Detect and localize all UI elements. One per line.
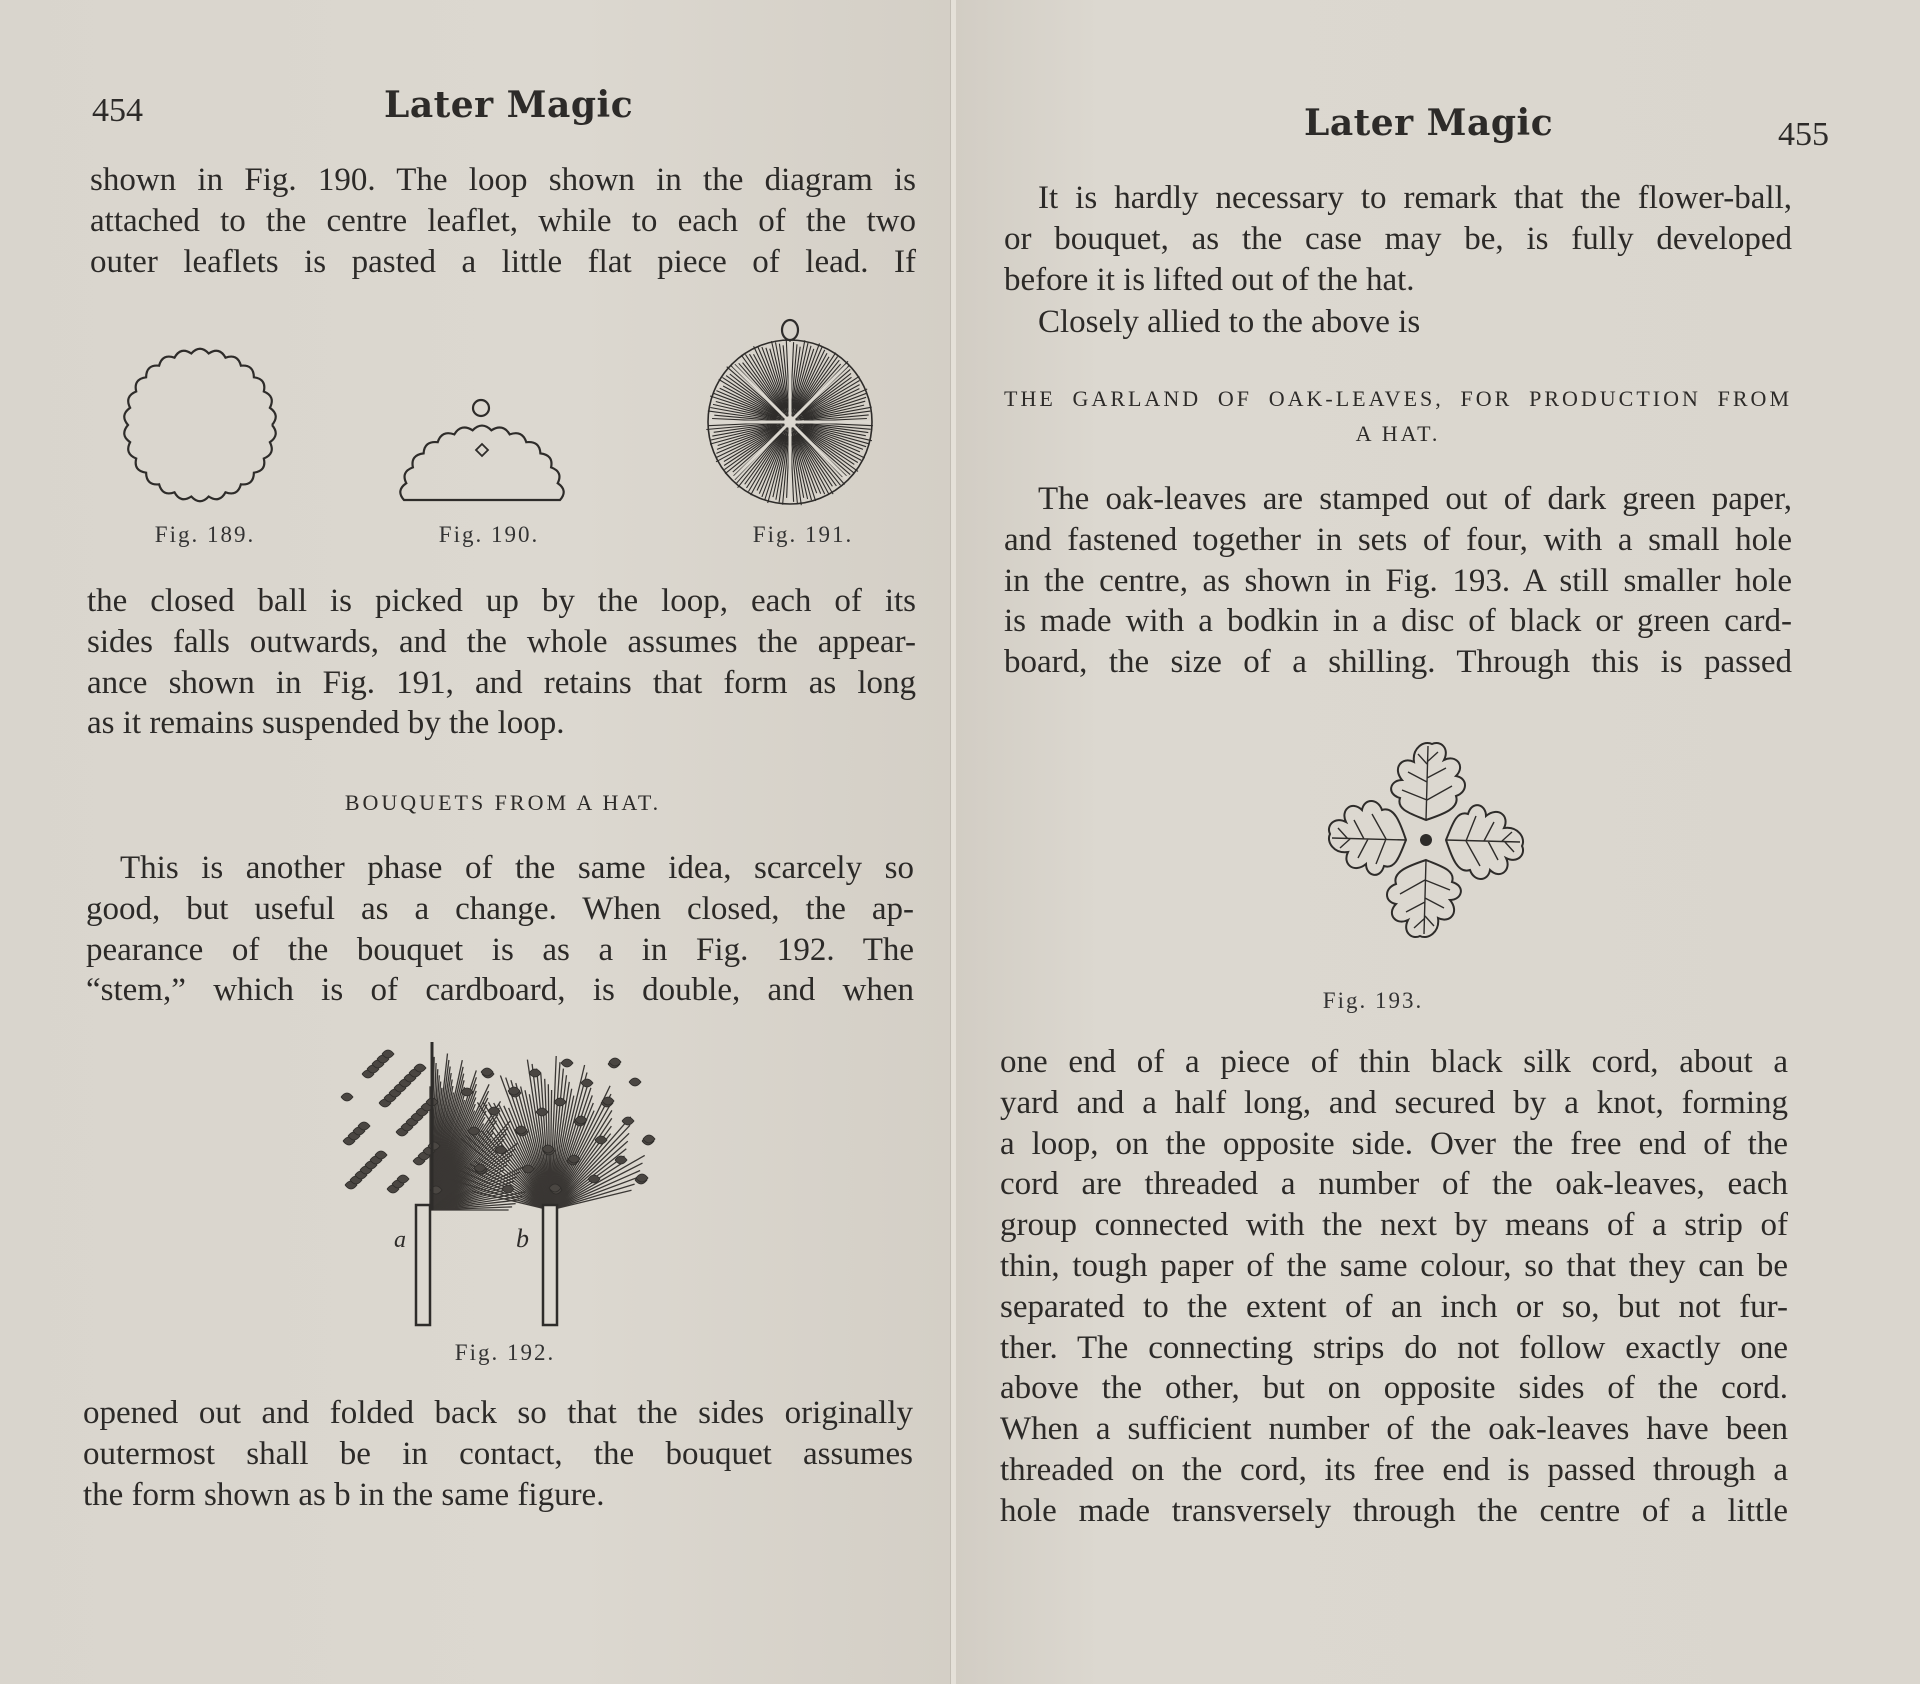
fig-193-oak-leaves (1308, 722, 1544, 958)
heading-line: THE GARLAND OF OAK-LEAVES, FOR PRODUCTION FROM (1004, 386, 1792, 411)
text-line: Closely allied to the above is (1038, 304, 1421, 340)
left-page (0, 0, 950, 1684)
text-line: in the centre, as shown in Fig. 193. A still smaller hole (1004, 562, 1792, 599)
text-line: above the other, but on opposite sides of the cord. (1000, 1370, 1788, 1407)
right-paragraph-4 (1000, 1042, 1788, 1532)
left-paragraph-4 (83, 1393, 913, 1515)
text-line: group connected with the next by means of a strip of (1000, 1207, 1788, 1244)
fig-190-half-disc (392, 392, 582, 510)
text-line: as it remains suspended by the loop. (87, 705, 565, 742)
fig-192-label-b: b (516, 1224, 529, 1253)
left-running-head: Later Magic (384, 84, 634, 126)
right-paragraph-2 (1004, 302, 1792, 343)
right-paragraph-1 (1004, 178, 1792, 300)
text-line: yard and a half long, and secured by a knot, forming (1000, 1084, 1788, 1121)
fig-192-bouquets (320, 1040, 670, 1330)
fig-189-scalloped-disc (112, 335, 292, 515)
fig-193-caption: Fig. 193. (1322, 988, 1424, 1013)
left-paragraph-1 (90, 160, 916, 282)
text-line: ther. The connecting strips do not follow exactly one (1000, 1329, 1788, 1366)
right-paragraph-3 (1004, 479, 1792, 683)
text-line: threaded on the cord, its free end is passed through a (1000, 1451, 1788, 1488)
fig-191-flower-ball (706, 318, 888, 514)
text-line: one end of a piece of thin black silk cord, about a (1000, 1044, 1788, 1080)
text-line: or bouquet, as the case may be, is fully developed (1004, 220, 1792, 257)
fig-191-caption: Fig. 191. (752, 522, 854, 547)
text-line: It is hardly necessary to remark that the flower-ball, (1038, 180, 1792, 216)
text-line: separated to the extent of an inch or so, but not fur- (1000, 1288, 1788, 1325)
text-line: attached to the centre leaflet, while to each of the two (90, 202, 916, 239)
text-line: sides falls outwards, and the whole assumes the appear- (87, 623, 916, 660)
text-line: thin, tough paper of the same colour, so that they can be (1000, 1247, 1788, 1284)
text-line: ance shown in Fig. 191, and retains that form as long (87, 664, 916, 701)
left-paragraph-3 (86, 848, 914, 1011)
text-line: outermost shall be in contact, the bouquet assumes (83, 1435, 913, 1472)
left-page-number: 454 (92, 92, 143, 129)
heading-line: A HAT. (1355, 421, 1441, 446)
text-line: before it is lifted out of the hat. (1004, 261, 1415, 298)
text-line: a loop, on the opposite side. Over the free end of the (1000, 1125, 1788, 1162)
text-line: outer leaflets is pasted a little flat piece of lead. If (90, 243, 916, 280)
text-line: hole made transversely through the centre of a little (1000, 1492, 1788, 1529)
text-line: the closed ball is picked up by the loop, each of its (87, 583, 916, 619)
text-line: opened out and folded back so that the sides originally (83, 1395, 913, 1431)
section-heading-oak-garland (1004, 381, 1792, 451)
text-line: pearance of the bouquet is as a in Fig. 192. The (86, 931, 914, 968)
fig-192-caption: Fig. 192. (454, 1340, 556, 1365)
right-page (956, 0, 1920, 1684)
left-paragraph-2 (87, 581, 916, 744)
text-line: “stem,” which is of cardboard, is double, and when (86, 972, 914, 1009)
right-running-head: Later Magic (1304, 102, 1554, 144)
text-line: When a sufficient number of the oak-leaves have been (1000, 1411, 1788, 1448)
text-line: This is another phase of the same idea, scarcely so (120, 850, 914, 886)
text-line: good, but useful as a change. When closed, the ap- (86, 890, 914, 927)
fig-192-label-a: a (394, 1227, 406, 1253)
right-page-number: 455 (1778, 116, 1829, 153)
text-line: the form shown as b in the same figure. (83, 1476, 605, 1513)
text-line: board, the size of a shilling. Through this is passed (1004, 644, 1792, 681)
fig-189-caption: Fig. 189. (154, 522, 256, 547)
text-line: The oak-leaves are stamped out of dark green paper, (1038, 481, 1792, 517)
fig-190-caption: Fig. 190. (438, 522, 540, 547)
section-heading-bouquets: BOUQUETS FROM A HAT. (344, 790, 662, 815)
text-line: and fastened together in sets of four, with a small hole (1004, 521, 1792, 558)
text-line: cord are threaded a number of the oak-leaves, each (1000, 1166, 1788, 1203)
text-line: is made with a bodkin in a disc of black or green card- (1004, 603, 1792, 640)
text-line: shown in Fig. 190. The loop shown in the diagram is (90, 162, 916, 198)
